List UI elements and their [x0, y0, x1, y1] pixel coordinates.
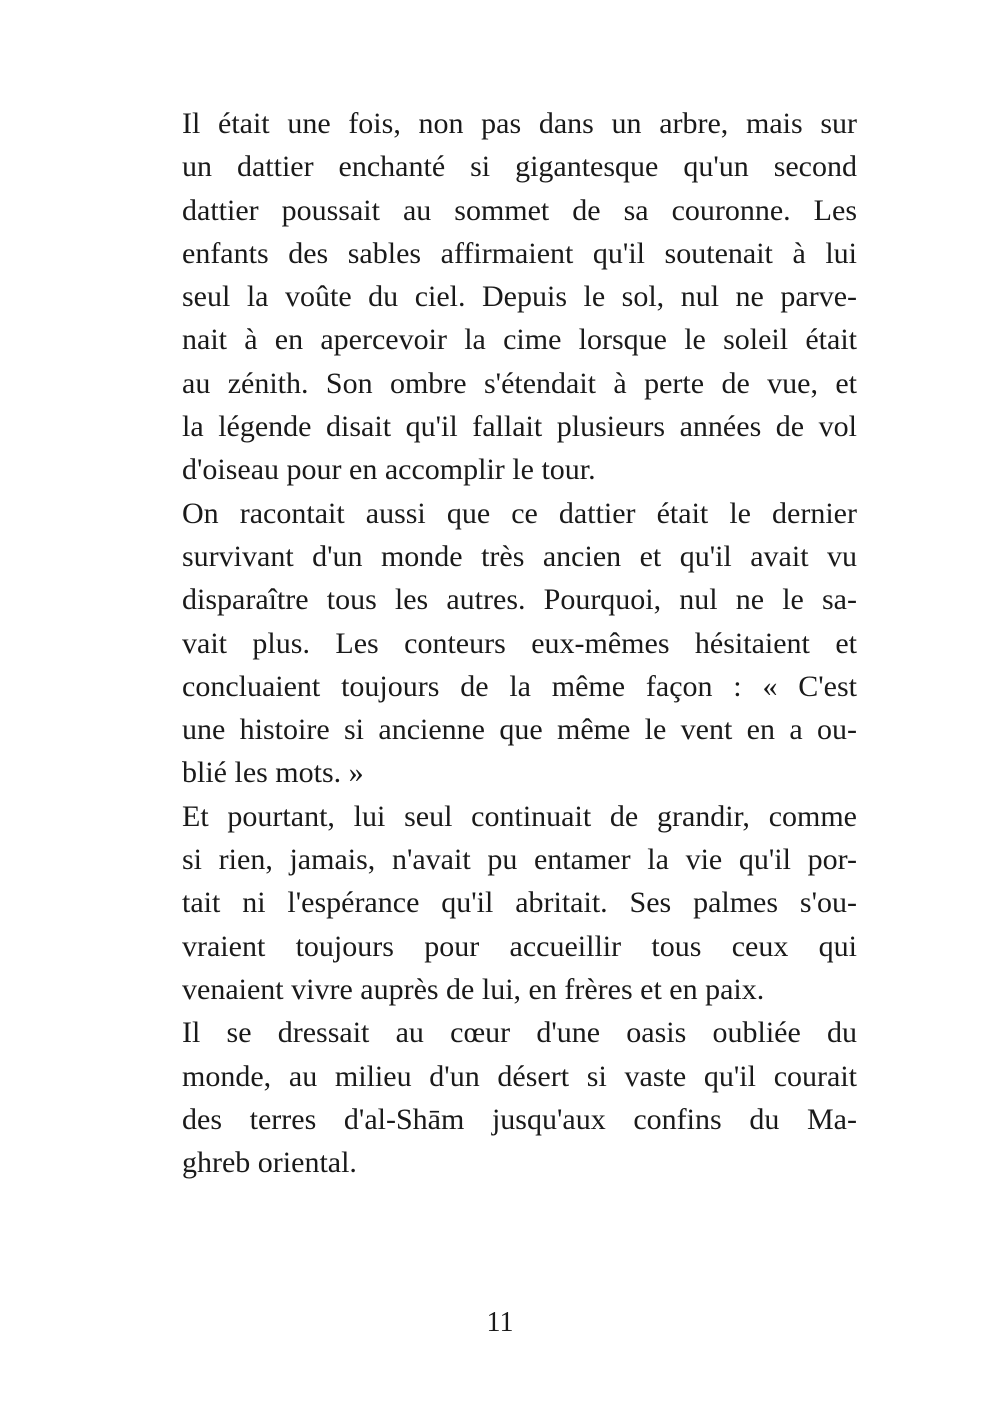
- text-line: Et pourtant, lui seul continuait de grandir, comme: [182, 799, 857, 833]
- text-line: d'oiseau pour en accomplir le tour.: [182, 453, 596, 487]
- text-line: monde, au milieu d'un désert si vaste qu'il courait: [182, 1059, 857, 1093]
- page-number: 11: [486, 1307, 514, 1338]
- text-line: nait à en apercevoir la cime lorsque le soleil était: [182, 323, 857, 357]
- text-line: la légende disait qu'il fallait plusieurs années de vol: [182, 410, 857, 444]
- text-line: venaient vivre auprès de lui, en frères et en paix.: [182, 972, 765, 1006]
- text-line: Il se dressait au cœur d'une oasis oubliée du: [182, 1016, 857, 1050]
- text-line: On racontait aussi que ce dattier était le dernier: [182, 496, 857, 530]
- text-line: ghreb oriental.: [182, 1146, 357, 1180]
- text-line: vraient toujours pour accueillir tous ceux qui: [182, 929, 857, 963]
- paragraph-2: [182, 492, 857, 795]
- text-line: au zénith. Son ombre s'étendait à perte de vue, et: [182, 366, 857, 400]
- text-line: concluaient toujours de la même façon : « C'est: [182, 669, 857, 703]
- text-line: dattier poussait au sommet de sa couronne. Les: [182, 193, 857, 227]
- text-line: si rien, jamais, n'avait pu entamer la vie qu'il por-: [182, 843, 857, 877]
- text-line: tait ni l'espérance qu'il abritait. Ses palmes s'ou-: [182, 886, 857, 920]
- text-line: survivant d'un monde très ancien et qu'il avait vu: [182, 539, 857, 573]
- paragraph-3: [182, 795, 857, 1011]
- paragraph-1: [182, 102, 857, 492]
- text-line: blié les mots. »: [182, 756, 364, 790]
- text-line: disparaître tous les autres. Pourquoi, nul ne le sa-: [182, 583, 857, 617]
- text-line: un dattier enchanté si gigantesque qu'un second: [182, 150, 857, 184]
- text-line: seul la voûte du ciel. Depuis le sol, nul ne parve-: [182, 280, 857, 314]
- text-line: vait plus. Les conteurs eux-mêmes hésitaient et: [182, 626, 857, 660]
- text-line: une histoire si ancienne que même le vent en a ou-: [182, 713, 857, 747]
- text-line: Il était une fois, non pas dans un arbre, mais sur: [182, 107, 857, 140]
- body-text: [182, 102, 857, 1184]
- text-line: des terres d'al-Shām jusqu'aux confins du Ma-: [182, 1102, 857, 1136]
- paragraph-4: [182, 1011, 857, 1184]
- text-line: enfants des sables affirmaient qu'il soutenait à lui: [182, 236, 857, 270]
